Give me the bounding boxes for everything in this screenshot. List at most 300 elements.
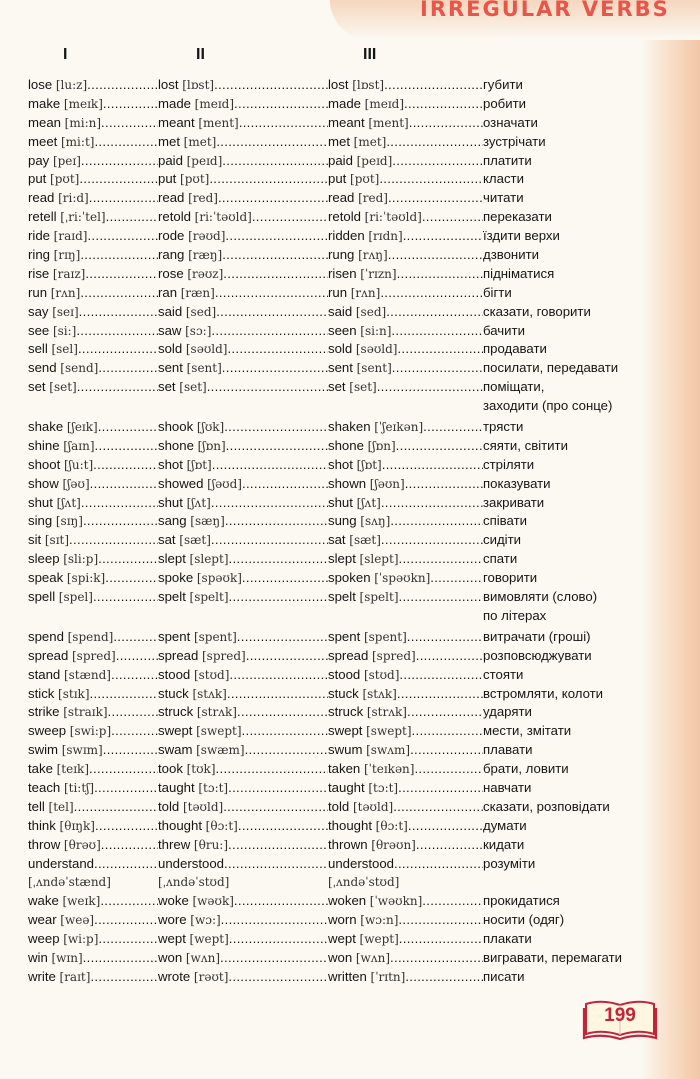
base-form-transcription: [ʃʌt]: [56, 495, 81, 510]
past-simple-cell: [158, 911, 328, 930]
past-participle-cell: [328, 569, 483, 588]
past-participle-cell: [328, 628, 483, 647]
base-form-word: tell: [28, 798, 45, 814]
past-participle-word: ridden: [328, 228, 365, 244]
past-participle-transcription: [set]: [349, 380, 377, 395]
base-form-cell: [28, 227, 158, 246]
past-simple-word: wept: [158, 931, 186, 947]
page-number: 199: [604, 1005, 636, 1026]
past-simple-cell: [158, 456, 328, 475]
translation: трясти: [483, 419, 524, 435]
table-row: [28, 647, 688, 666]
past-simple-transcription: [ment]: [198, 115, 239, 130]
translation: розповсюджувати: [483, 647, 592, 663]
past-simple-transcription: [ʃəʊd]: [207, 476, 242, 491]
base-form-transcription: [peɪ]: [52, 153, 81, 168]
base-form-transcription: [ri:d]: [58, 191, 89, 206]
past-simple-cell: [158, 76, 328, 95]
base-form-word: wake: [28, 893, 59, 909]
past-participle-cell: [328, 760, 483, 779]
translation: дзвонити: [483, 247, 539, 263]
base-form-cell: [28, 208, 158, 227]
base-form-transcription: [ˌri:ˈtel]: [60, 210, 106, 225]
base-form-transcription: [wɪn]: [51, 950, 83, 965]
past-simple-word: said: [158, 303, 183, 319]
past-simple-transcription: [peɪd]: [186, 153, 223, 168]
base-form-transcription: [meɪk]: [63, 96, 103, 111]
column-header-past-participle: III: [363, 46, 377, 63]
past-participle-word: spent: [328, 628, 361, 644]
past-simple-transcription: [səʊld]: [185, 342, 228, 357]
table-row: [28, 303, 688, 322]
past-participle-transcription: [rʌn]: [350, 285, 381, 300]
base-form-transcription: [tel]: [48, 799, 74, 814]
translation: розуміти: [483, 855, 536, 871]
base-form-cell: [28, 284, 158, 303]
column-header-base-form: I: [63, 46, 68, 63]
past-participle-cell: [328, 588, 483, 607]
past-participle-cell: [328, 265, 483, 284]
translation: по літерах: [483, 607, 547, 623]
past-simple-cell: [158, 666, 328, 685]
table-row: [28, 666, 688, 685]
translation: сказати, говорити: [483, 303, 591, 319]
past-participle-transcription: [red]: [358, 191, 388, 206]
table-row: [28, 628, 688, 647]
past-simple-cell: [158, 95, 328, 114]
table-row: [28, 456, 688, 475]
base-form-transcription: [ʃəʊ]: [62, 476, 90, 491]
past-simple-cell: [158, 968, 328, 987]
table-row: [28, 170, 688, 189]
translation: показувати: [483, 475, 551, 491]
base-form-cell: [28, 95, 158, 114]
base-form-cell: [28, 741, 158, 760]
past-simple-word: wrote: [158, 968, 191, 984]
past-simple-cell: [158, 798, 328, 817]
past-participle-word: stood: [328, 666, 361, 682]
past-participle-word: rung: [328, 247, 355, 263]
base-form-transcription: [pʊt]: [50, 172, 80, 187]
table-row: [28, 817, 688, 836]
past-simple-cell: [158, 628, 328, 647]
past-simple-cell: [158, 152, 328, 171]
base-form-transcription: [θɪŋk]: [59, 818, 95, 833]
base-form-word: shine: [28, 437, 60, 453]
translation: думати: [483, 817, 527, 833]
past-simple-transcription: [meɪd]: [194, 96, 235, 111]
past-participle-cell: [328, 152, 483, 171]
past-participle-cell: [328, 170, 483, 189]
past-participle-transcription: [ˈteɪkən]: [363, 762, 415, 777]
translation: писати: [483, 968, 525, 984]
past-simple-cell: [158, 569, 328, 588]
table-row: [28, 588, 688, 607]
past-simple-cell: [158, 189, 328, 208]
page-number-badge: [582, 996, 658, 1042]
past-simple-cell: [158, 303, 328, 322]
past-simple-word: spelt: [158, 589, 186, 605]
past-participle-transcription: [wɔ:n]: [360, 913, 399, 928]
past-simple-transcription: [strʌk]: [196, 705, 237, 720]
past-simple-transcription: [rəʊz]: [187, 266, 224, 281]
past-simple-cell: [158, 930, 328, 949]
past-participle-transcription: [sæt]: [349, 533, 381, 548]
base-form-transcription: [raɪd]: [53, 229, 88, 244]
base-form-word: sweep: [28, 723, 67, 739]
past-participle-word: sent: [328, 360, 353, 376]
past-simple-word: showed: [158, 475, 204, 491]
past-simple-cell: [158, 873, 328, 892]
past-participle-transcription: [θrəʊn]: [371, 837, 416, 852]
base-form-cell: [28, 722, 158, 741]
base-form-word: sell: [28, 341, 48, 357]
table-row: [28, 892, 688, 911]
past-participle-cell: [328, 968, 483, 987]
past-participle-cell: [328, 133, 483, 152]
past-participle-cell: [328, 911, 483, 930]
past-simple-transcription: [lɒst]: [182, 78, 215, 92]
base-form-transcription: [ʃu:t]: [63, 457, 94, 472]
past-participle-transcription: [swept]: [366, 724, 412, 739]
base-form-cell: [28, 512, 158, 531]
table-row: [28, 76, 688, 95]
past-participle-word: wept: [328, 931, 356, 947]
past-participle-transcription: [ˈrɪtn]: [370, 969, 406, 984]
past-participle-transcription: [tɔ:t]: [368, 780, 399, 795]
translation: навчати: [483, 779, 532, 795]
past-participle-transcription: [lɒst]: [352, 78, 385, 92]
base-form-word: run: [28, 284, 48, 300]
table-row: [28, 968, 688, 987]
translation: їздити верхи: [483, 228, 560, 244]
past-participle-word: woken: [328, 893, 367, 909]
past-simple-cell: [158, 340, 328, 359]
past-participle-transcription: [met]: [353, 134, 387, 149]
base-form-transcription: [seɪ]: [52, 304, 79, 319]
past-simple-word: thought: [158, 817, 202, 833]
past-simple-transcription: [swæm]: [196, 743, 245, 758]
past-participle-cell: [328, 836, 483, 855]
past-simple-transcription: [spent]: [193, 629, 237, 644]
base-form-transcription: [swɪm]: [61, 743, 103, 758]
past-participle-word: swept: [328, 723, 363, 739]
past-participle-transcription: [səʊld]: [355, 342, 398, 357]
past-participle-cell: [328, 494, 483, 513]
base-form-cell: [28, 531, 158, 550]
past-participle-cell: [328, 512, 483, 531]
past-participle-transcription: [sed]: [355, 304, 387, 319]
past-participle-transcription: [ʃəʊn]: [369, 476, 405, 491]
base-form-cell: [28, 760, 158, 779]
past-participle-word: swum: [328, 742, 363, 758]
past-participle-transcription: [meɪd]: [364, 96, 405, 111]
past-participle-cell: [328, 779, 483, 798]
past-simple-transcription: [wʌn]: [185, 950, 221, 965]
past-simple-cell: [158, 836, 328, 855]
past-participle-transcription: [wept]: [359, 932, 399, 947]
base-form-word: pay: [28, 152, 50, 168]
base-form-word: think: [28, 817, 56, 833]
base-form-cell: [28, 76, 158, 95]
past-simple-cell: [158, 265, 328, 284]
past-participle-cell: [328, 284, 483, 303]
past-participle-word: worn: [328, 912, 357, 928]
past-participle-word: shone: [328, 437, 364, 453]
base-form-cell: [28, 303, 158, 322]
table-row: [28, 930, 688, 949]
past-participle-cell: [328, 703, 483, 722]
past-participle-transcription: [sent]: [356, 361, 392, 376]
base-form-word: sit: [28, 532, 42, 548]
base-form-transcription: [spel]: [58, 590, 93, 605]
past-participle-word: lost: [328, 77, 349, 92]
translation: робити: [483, 95, 526, 111]
past-participle-transcription: [ˈrɪzn]: [360, 266, 397, 281]
base-form-cell: [28, 378, 158, 397]
table-row: [28, 397, 688, 416]
past-simple-word: sent: [158, 360, 183, 376]
past-simple-word: sang: [158, 513, 187, 529]
translation: поміщати,: [483, 379, 545, 395]
past-simple-transcription: [sæt]: [179, 533, 211, 548]
table-row: [28, 949, 688, 968]
base-form-word: strike: [28, 704, 60, 720]
base-form-word: spell: [28, 589, 56, 605]
base-form-transcription: [weə]: [60, 913, 95, 928]
past-simple-word: threw: [158, 836, 191, 852]
base-form-cell: [28, 685, 158, 704]
base-form-word: make: [28, 95, 61, 111]
past-simple-cell: [158, 246, 328, 265]
base-form-cell: [28, 911, 158, 930]
past-simple-word: taught: [158, 779, 195, 795]
past-participle-cell: [328, 303, 483, 322]
past-participle-cell: [328, 378, 483, 397]
past-simple-transcription: [stʌk]: [192, 686, 227, 701]
past-simple-word: shut: [158, 494, 183, 510]
translation: читати: [483, 190, 524, 206]
past-participle-word: retold: [328, 209, 361, 225]
past-participle-cell: [328, 930, 483, 949]
past-participle-word: struck: [328, 704, 364, 720]
base-form-transcription: [teɪk]: [56, 762, 90, 777]
table-row: [28, 722, 688, 741]
past-participle-transcription: [stʊd]: [363, 667, 400, 682]
table-row: [28, 359, 688, 378]
past-simple-word: stood: [158, 666, 191, 682]
translation: заходити (про сонце): [483, 398, 613, 414]
past-participle-cell: [328, 666, 483, 685]
base-form-word: send: [28, 360, 57, 376]
past-participle-transcription: [pʊt]: [350, 172, 380, 187]
past-participle-transcription: [ri:ˈtəʊld]: [364, 210, 422, 225]
past-participle-transcription: [ˈspəʊkn]: [374, 571, 431, 586]
base-form-transcription: [sɪt]: [44, 533, 70, 548]
past-simple-cell: [158, 722, 328, 741]
base-form-transcription: [spend]: [67, 629, 114, 644]
translation: сказати, розповідати: [483, 798, 610, 814]
past-simple-word: swept: [158, 723, 193, 739]
past-participle-cell: [328, 208, 483, 227]
base-form-transcription: [spred]: [72, 648, 116, 663]
past-simple-cell: [158, 531, 328, 550]
past-participle-word: paid: [328, 152, 353, 168]
past-participle-word: spread: [328, 647, 369, 663]
past-simple-word: shook: [158, 419, 194, 435]
past-simple-cell: [158, 227, 328, 246]
translation: витрачати (гроші): [483, 628, 591, 644]
base-form-cell: [28, 189, 158, 208]
base-form-word: say: [28, 303, 49, 319]
past-participle-cell: [328, 437, 483, 456]
translation: губити: [483, 77, 523, 92]
past-simple-cell: [158, 817, 328, 836]
table-row: [28, 760, 688, 779]
translation: бачити: [483, 322, 525, 338]
past-participle-transcription: [si:n]: [360, 323, 392, 338]
table-row: [28, 284, 688, 303]
table-row: [28, 418, 688, 437]
base-form-word: read: [28, 190, 55, 206]
base-form-cell: [28, 359, 158, 378]
past-participle-word: sold: [328, 341, 353, 357]
translation: бігти: [483, 284, 512, 300]
past-participle-cell: [328, 685, 483, 704]
past-participle-word: met: [328, 133, 350, 149]
past-simple-transcription: [sent]: [186, 361, 222, 376]
base-form-word: ring: [28, 247, 50, 263]
past-simple-cell: [158, 114, 328, 133]
past-simple-transcription: [tʊk]: [186, 762, 216, 777]
past-simple-cell: [158, 494, 328, 513]
past-simple-transcription: [ʃɒt]: [186, 457, 212, 472]
table-row: [28, 911, 688, 930]
translation: плакати: [483, 931, 532, 947]
base-form-transcription: [wi:p]: [63, 932, 99, 947]
past-simple-word: wore: [158, 912, 187, 928]
base-form-cell: [28, 798, 158, 817]
past-participle-word: spelt: [328, 589, 356, 605]
base-form-transcription: [ti:tʃ]: [63, 780, 95, 795]
past-simple-word: rang: [158, 247, 185, 263]
table-row: [28, 437, 688, 456]
past-simple-word: set: [158, 379, 176, 395]
past-simple-cell: [158, 779, 328, 798]
past-simple-transcription: [spelt]: [189, 590, 229, 605]
base-form-cell: [28, 569, 158, 588]
past-simple-cell: [158, 208, 328, 227]
past-simple-word: saw: [158, 322, 182, 338]
translation: продавати: [483, 341, 547, 357]
translation: встромляти, колоти: [483, 685, 604, 701]
table-row: [28, 873, 688, 892]
translation: ударяти: [483, 704, 532, 720]
translation: закривати: [483, 494, 545, 510]
base-form-transcription: [straɪk]: [63, 705, 108, 720]
past-participle-word: thought: [328, 817, 372, 833]
past-participle-cell: [328, 418, 483, 437]
base-form-cell: [28, 873, 158, 892]
past-participle-cell: [328, 647, 483, 666]
table-row: [28, 798, 688, 817]
base-form-cell: [28, 892, 158, 911]
past-participle-word: sung: [328, 513, 357, 529]
base-form-cell: [28, 456, 158, 475]
base-form-word: swim: [28, 742, 59, 758]
base-form-transcription: [raɪz]: [52, 266, 86, 281]
base-form-word: shake: [28, 419, 64, 435]
past-simple-transcription: [ʃɒn]: [197, 438, 226, 453]
past-participle-transcription: [slept]: [359, 552, 399, 567]
past-simple-transcription: [ˌʌndəˈstʊd]: [158, 875, 230, 890]
base-form-cell: [28, 779, 158, 798]
base-form-transcription: [lu:z]: [55, 78, 88, 92]
base-form-word: lose: [28, 77, 53, 92]
past-simple-cell: [158, 170, 328, 189]
past-simple-cell: [158, 647, 328, 666]
translation: посилати, передавати: [483, 360, 619, 376]
translation: підніматися: [483, 265, 555, 281]
past-simple-cell: [158, 475, 328, 494]
column-header-past-simple: II: [196, 46, 205, 63]
base-form-transcription: [ʃaɪn]: [63, 438, 95, 453]
past-participle-word: said: [328, 303, 353, 319]
base-form-cell: [28, 114, 158, 133]
past-simple-word: spent: [158, 628, 191, 644]
base-form-cell: [28, 437, 158, 456]
base-form-cell: [28, 170, 158, 189]
past-simple-word: paid: [158, 152, 183, 168]
base-form-cell: [28, 666, 158, 685]
past-participle-cell: [328, 873, 483, 892]
past-simple-word: met: [158, 133, 180, 149]
base-form-cell: [28, 647, 158, 666]
past-simple-cell: [158, 588, 328, 607]
past-simple-word: put: [158, 171, 177, 187]
base-form-word: set: [28, 379, 46, 395]
base-form-word: spread: [28, 647, 69, 663]
base-form-transcription: [sel]: [51, 342, 78, 357]
base-form-transcription: [raɪt]: [59, 969, 91, 984]
past-participle-transcription: [rʌŋ]: [358, 248, 388, 263]
base-form-cell: [28, 152, 158, 171]
base-form-word: stick: [28, 685, 55, 701]
base-form-word: understand: [28, 855, 94, 871]
past-simple-cell: [158, 359, 328, 378]
past-participle-cell: [328, 741, 483, 760]
base-form-transcription: [ʃeɪk]: [66, 420, 98, 435]
base-form-word: shoot: [28, 456, 61, 472]
past-participle-word: slept: [328, 551, 356, 567]
past-simple-cell: [158, 949, 328, 968]
past-participle-word: thrown: [328, 836, 368, 852]
translation: плавати: [483, 742, 533, 758]
past-participle-transcription: [spred]: [372, 648, 416, 663]
past-participle-transcription: [swʌm]: [366, 743, 411, 758]
base-form-cell: [28, 628, 158, 647]
past-participle-word: made: [328, 95, 361, 111]
past-simple-cell: [158, 512, 328, 531]
table-row: [28, 741, 688, 760]
past-simple-cell: [158, 741, 328, 760]
past-participle-cell: [328, 189, 483, 208]
past-simple-cell: [158, 550, 328, 569]
table-row: [28, 133, 688, 152]
base-form-transcription: [set]: [49, 380, 77, 395]
past-simple-word: took: [158, 761, 183, 777]
past-participle-word: stuck: [328, 685, 359, 701]
